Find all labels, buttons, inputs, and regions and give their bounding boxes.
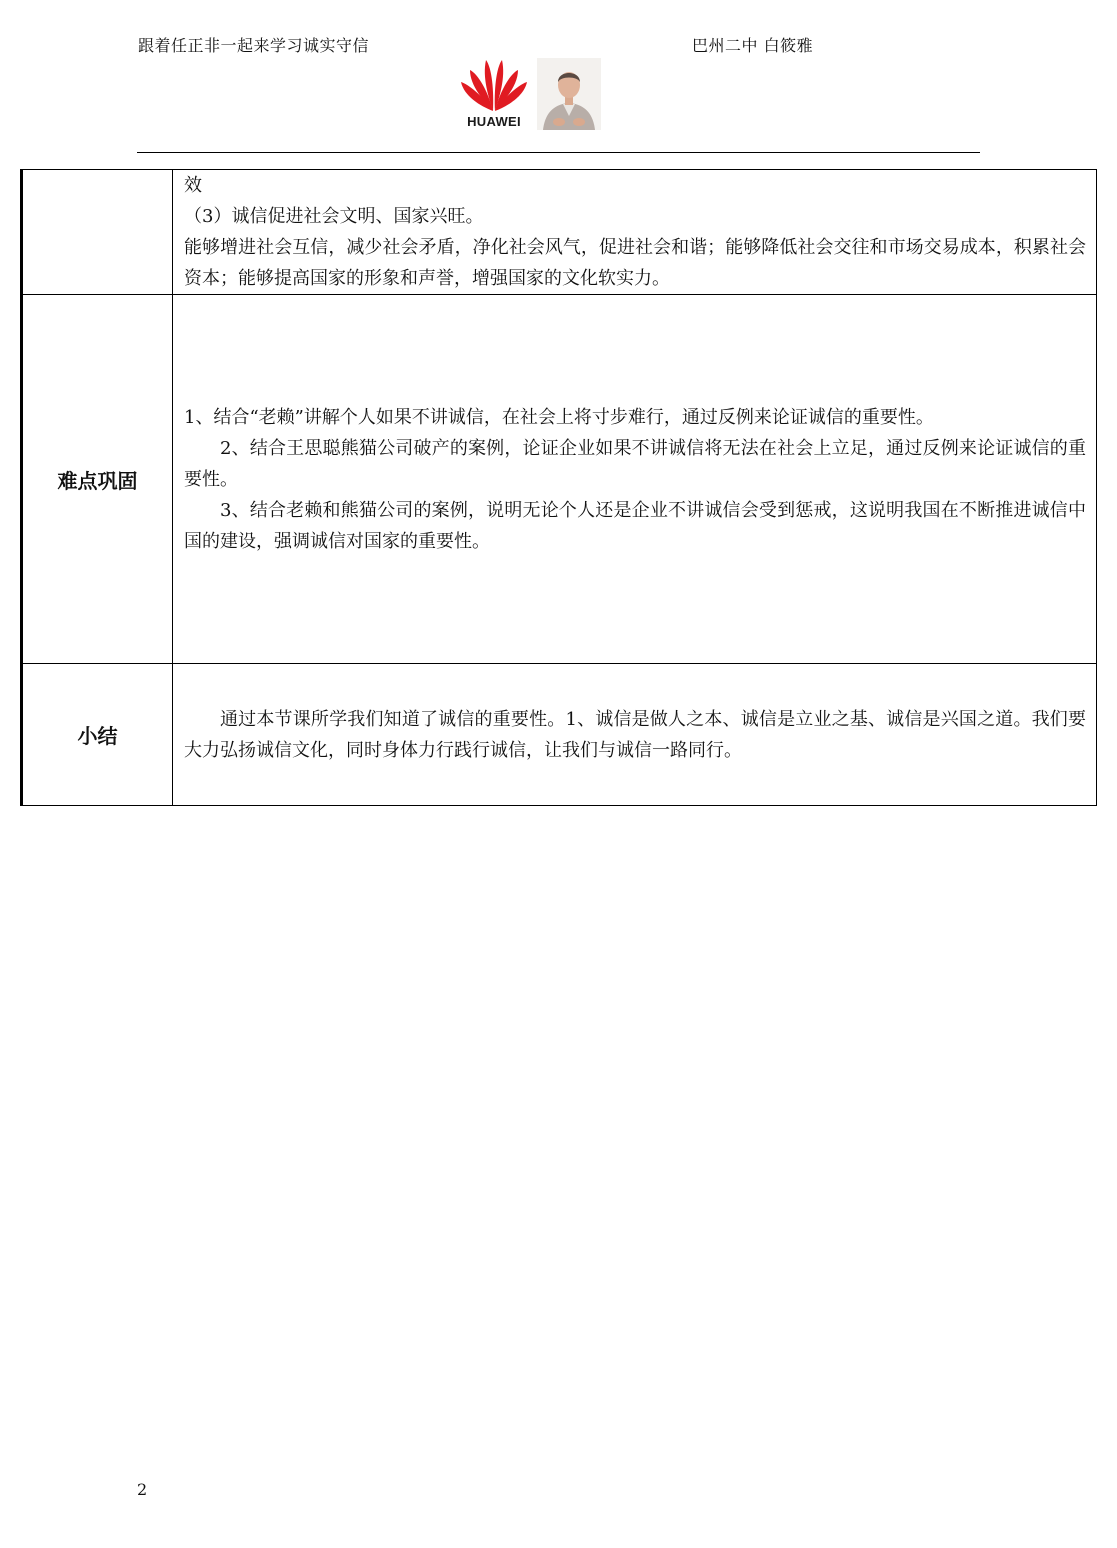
page-number: 2 bbox=[137, 1480, 148, 1499]
table-row bbox=[22, 170, 1097, 295]
paragraph: 3、结合老赖和熊猫公司的案例，说明无论个人还是企业不讲诚信会受到惩戒，这说明我国在不断推进诚信中国的建设，强调诚信对国家的重要性。 bbox=[184, 499, 1086, 552]
paragraph: 通过本节课所学我们知道了诚信的重要性。1、诚信是做人之本、诚信是立业之基、诚信是兴国之道。我们要大力弘扬诚信文化，同时身体力行践行诚信，让我们与诚信一路同行。 bbox=[184, 708, 1086, 761]
paragraph: （3）诚信促进社会文明、国家兴旺。 bbox=[184, 206, 484, 227]
paragraph: 能够增进社会互信，减少社会矛盾，净化社会风气，促进社会和谐；能够降低社会交往和市场交易成本，积累社会资本；能够提高国家的形象和声誉，增强国家的文化软实力。 bbox=[184, 237, 1086, 289]
table-row bbox=[22, 664, 1097, 806]
logo-wordmark: HUAWEI bbox=[467, 114, 521, 129]
header-author: 巴州二中 白筱雅 bbox=[692, 36, 814, 55]
row-label-summary: 小结 bbox=[22, 664, 173, 806]
lesson-table bbox=[20, 169, 1097, 806]
paragraph: 效 bbox=[184, 175, 202, 196]
row-content bbox=[173, 295, 1097, 664]
header-divider bbox=[137, 152, 980, 153]
portrait-photo bbox=[537, 58, 601, 130]
paragraph: 1、结合“老赖”讲解个人如果不讲诚信，在社会上将寸步难行，通过反例来论证诚信的重要性。 bbox=[184, 406, 934, 428]
row-content bbox=[173, 170, 1097, 295]
row-content bbox=[173, 664, 1097, 806]
row-label-difficulty-review: 难点巩固 bbox=[22, 295, 173, 664]
huawei-logo bbox=[458, 56, 530, 132]
portrait-image bbox=[537, 58, 601, 130]
header-title: 跟着任正非一起来学习诚实守信 bbox=[138, 36, 370, 55]
huawei-flower-icon bbox=[458, 56, 530, 114]
table-row bbox=[22, 295, 1097, 664]
paragraph: 2、结合王思聪熊猫公司破产的案例，论证企业如果不讲诚信将无法在社会上立足，通过反例来论证诚信的重要性。 bbox=[184, 437, 1086, 490]
row-label bbox=[22, 170, 173, 295]
